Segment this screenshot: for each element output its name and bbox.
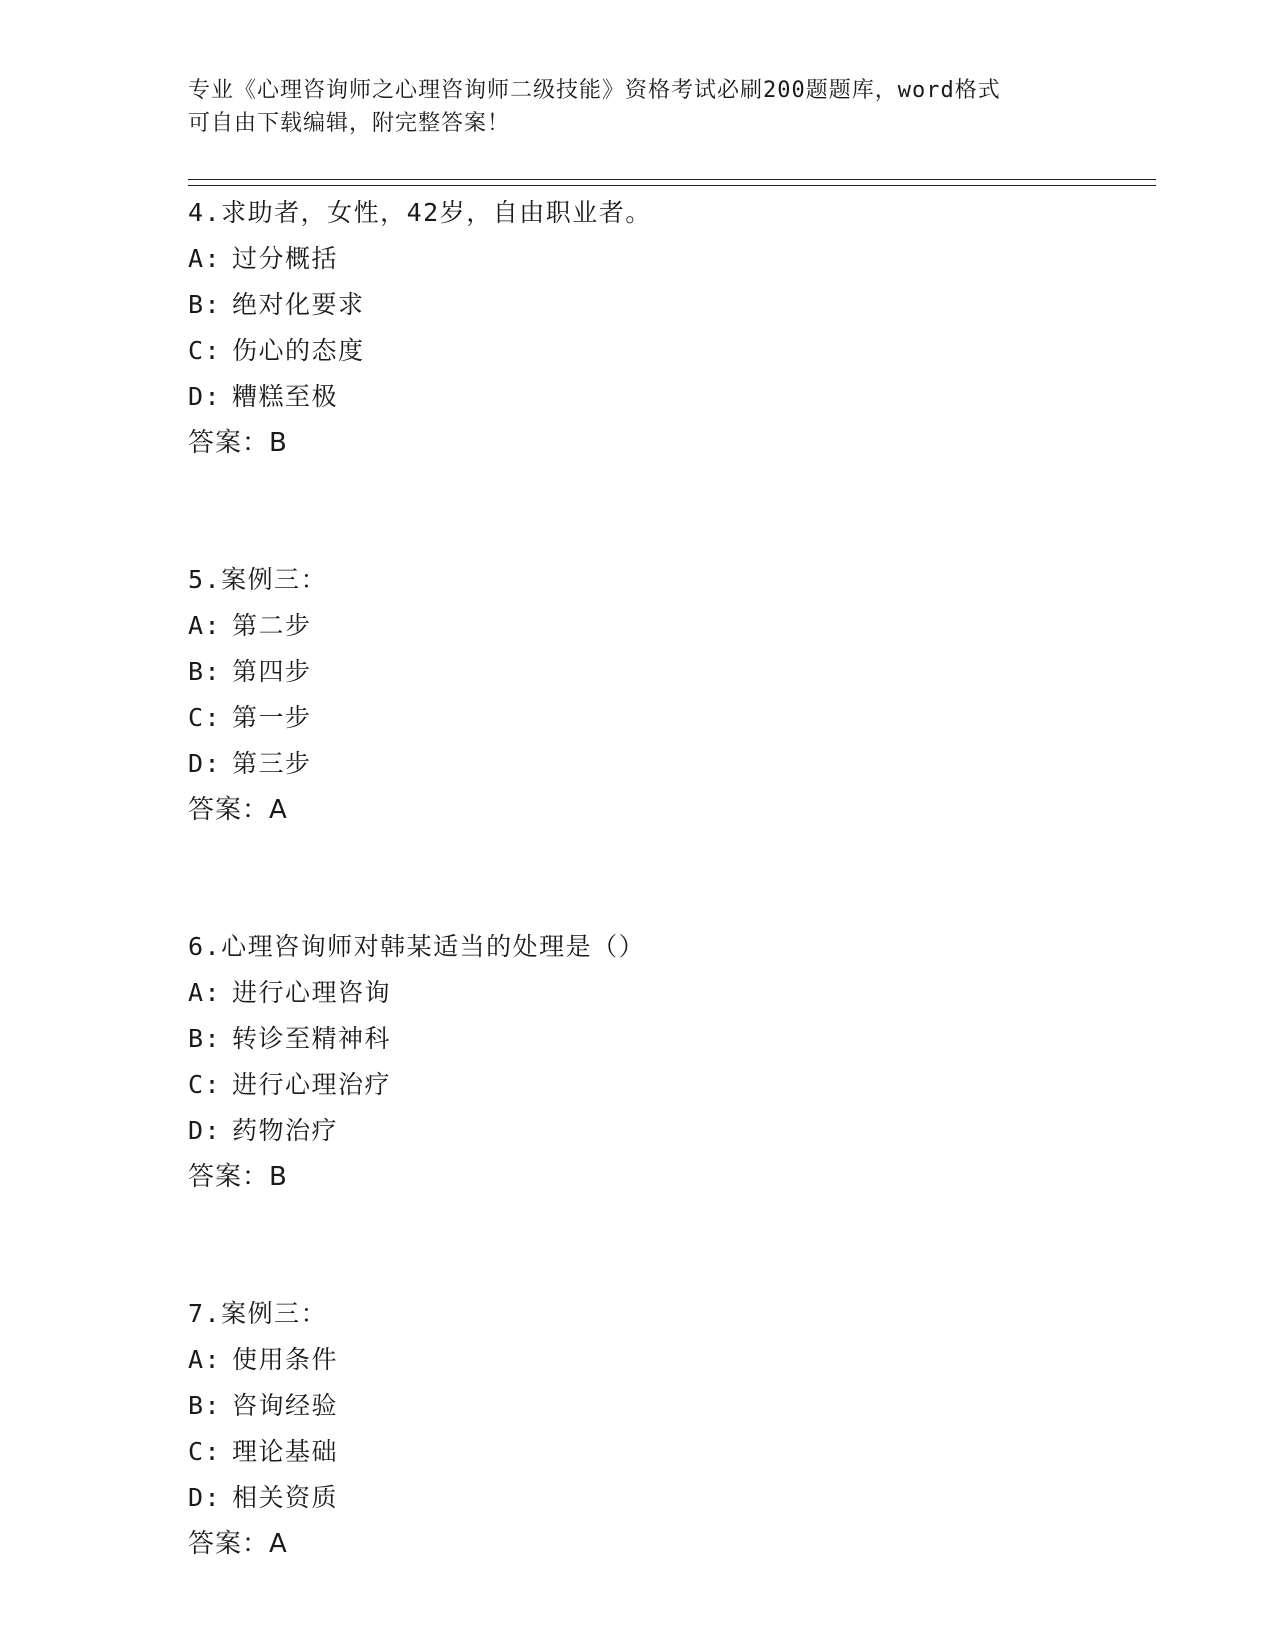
option-letter: A: xyxy=(188,244,222,273)
option-text: 第三步 xyxy=(232,749,312,778)
option-letter: D: xyxy=(188,1116,222,1145)
question-stem: 7.案例三： xyxy=(188,1299,328,1328)
option-c xyxy=(188,695,1148,741)
option-text: 理论基础 xyxy=(232,1437,339,1466)
option-letter: C: xyxy=(188,336,222,365)
option-letter: B: xyxy=(188,657,222,686)
option-text: 相关资质 xyxy=(232,1483,339,1512)
question-item xyxy=(188,557,1148,833)
option-text: 使用条件 xyxy=(232,1345,339,1374)
answer-value: A xyxy=(269,795,288,825)
option-letter: D: xyxy=(188,749,222,778)
header-line-2: 可自由下载编辑，附完整答案！ xyxy=(188,111,511,136)
option-d xyxy=(188,374,1148,420)
question-item xyxy=(188,190,1148,466)
option-letter: B: xyxy=(188,290,222,319)
option-letter: B: xyxy=(188,1391,222,1420)
option-letter: B: xyxy=(188,1024,222,1053)
document-header xyxy=(188,74,1088,140)
answer-label: 答案： xyxy=(188,428,270,458)
answer-label: 答案： xyxy=(188,1162,270,1192)
option-b xyxy=(188,1016,1148,1062)
option-letter: C: xyxy=(188,1070,222,1099)
option-text: 过分概括 xyxy=(232,244,339,273)
answer-line xyxy=(188,1154,1148,1200)
option-letter: A: xyxy=(188,1345,222,1374)
option-a xyxy=(188,603,1148,649)
question-list xyxy=(188,190,1148,1567)
answer-line xyxy=(188,1521,1148,1567)
answer-line xyxy=(188,420,1148,466)
option-a xyxy=(188,970,1148,1016)
option-a xyxy=(188,1337,1148,1383)
option-b xyxy=(188,649,1148,695)
option-text: 进行心理咨询 xyxy=(232,978,392,1007)
option-c xyxy=(188,1062,1148,1108)
option-letter: D: xyxy=(188,382,222,411)
option-letter: A: xyxy=(188,978,222,1007)
option-letter: A: xyxy=(188,611,222,640)
option-letter: C: xyxy=(188,1437,222,1466)
option-d xyxy=(188,1108,1148,1154)
question-stem: 4.求助者，女性，42岁，自由职业者。 xyxy=(188,198,652,227)
option-d xyxy=(188,1475,1148,1521)
option-text: 第一步 xyxy=(232,703,312,732)
option-d xyxy=(188,741,1148,787)
question-stem: 6.心理咨询师对韩某适当的处理是（） xyxy=(188,932,646,961)
option-text: 糟糕至极 xyxy=(232,382,339,411)
header-divider-top xyxy=(188,179,1156,180)
option-b xyxy=(188,282,1148,328)
option-a xyxy=(188,236,1148,282)
answer-value: B xyxy=(269,1162,288,1192)
option-text: 绝对化要求 xyxy=(232,290,365,319)
question-item xyxy=(188,924,1148,1200)
option-text: 第二步 xyxy=(232,611,312,640)
answer-value: A xyxy=(269,1529,288,1559)
option-letter: C: xyxy=(188,703,222,732)
option-text: 进行心理治疗 xyxy=(232,1070,392,1099)
answer-value: B xyxy=(269,428,288,458)
option-text: 转诊至精神科 xyxy=(232,1024,392,1053)
option-b xyxy=(188,1383,1148,1429)
option-text: 药物治疗 xyxy=(232,1116,339,1145)
question-stem: 5.案例三： xyxy=(188,565,328,594)
answer-line xyxy=(188,787,1148,833)
option-text: 第四步 xyxy=(232,657,312,686)
option-c xyxy=(188,1429,1148,1475)
question-item xyxy=(188,1291,1148,1567)
answer-label: 答案： xyxy=(188,795,270,825)
option-letter: D: xyxy=(188,1483,222,1512)
answer-label: 答案： xyxy=(188,1529,270,1559)
option-text: 伤心的态度 xyxy=(232,336,365,365)
header-divider-bottom xyxy=(188,185,1156,186)
option-c xyxy=(188,328,1148,374)
option-text: 咨询经验 xyxy=(232,1391,339,1420)
header-line-1: 专业《心理咨询师之心理咨询师二级技能》资格考试必刷200题题库，word格式 xyxy=(188,78,1001,103)
